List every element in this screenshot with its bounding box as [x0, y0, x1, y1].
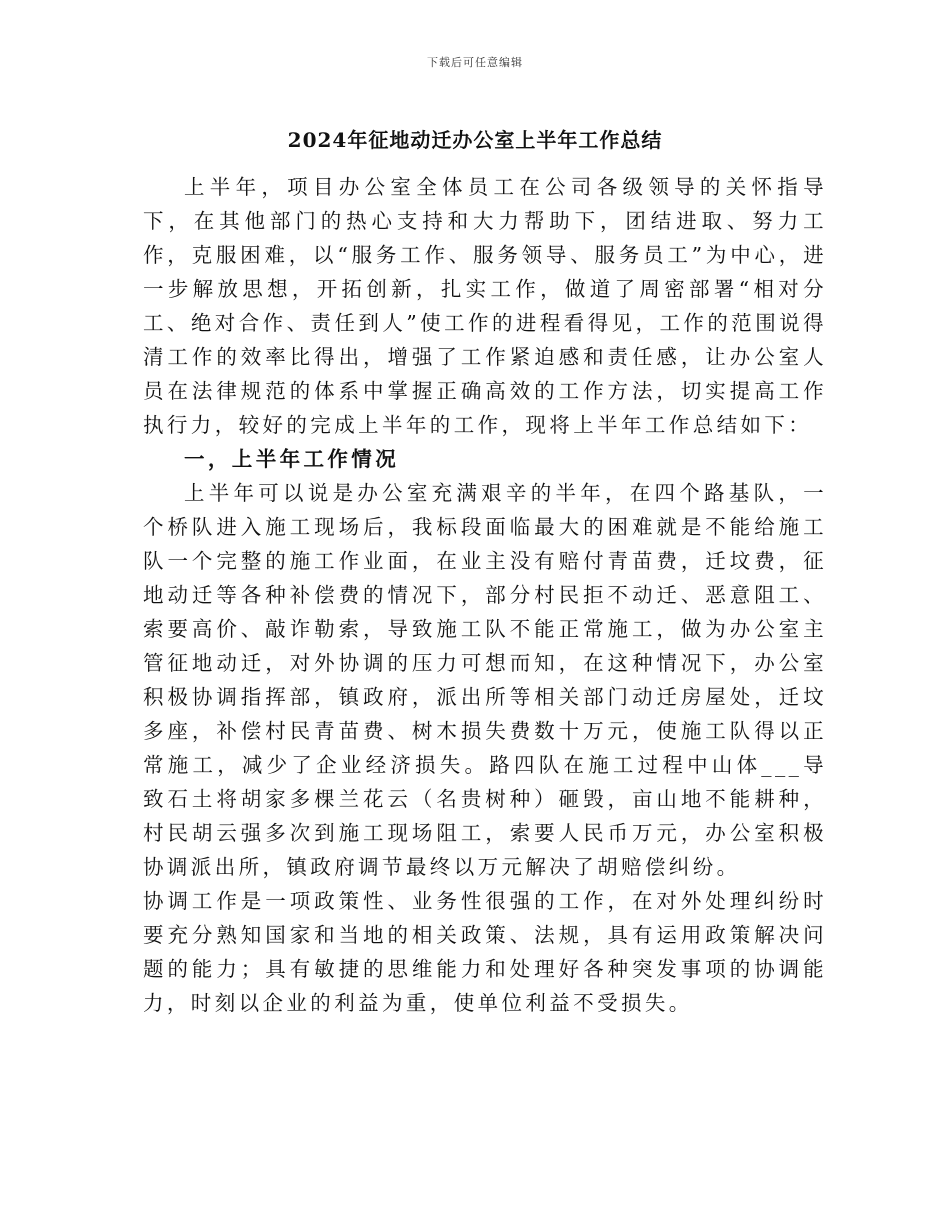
document-body [143, 170, 827, 1020]
section-paragraph: 上半年可以说是办公室充满艰辛的半年，在四个路基队，一个桥队进入施工现场后，我标段面临最大的困难就是不能给施工队一个完整的施工作业面，在业主没有赔付青苗费，迁坟费，征地动迁等各种补偿费的情况下，部分村民拒不动迁、恶意阻工、索要高价、敲诈勒索，导致施工队不能正常施工，做为办公室主管征地动迁，对外协调的压力可想而知，在这种情况下，办公室积极协调指挥部，镇政府，派出所等相关部门动迁房屋处，迁坟多座，补偿村民青苗费、树木损失费数十万元，使施工队得以正常施工，减少了企业经济损失。路四队在施工过程中山体___导致石土将胡家多棵兰花云（名贵树种）砸毁，亩山地不能耕种，村民胡云强多次到施工现场阻工，索要人民币万元，办公室积极协调派出所，镇政府调节最终以万元解决了胡赔偿纠纷。 [143, 481, 827, 879]
document-title: 2024年征地动迁办公室上半年工作总结 [287, 128, 663, 152]
section-paragraph: 协调工作是一项政策性、业务性很强的工作，在对外处理纠纷时要充分熟知国家和当地的相关政策、法规，具有运用政策解决问题的能力；具有敏捷的思维能力和处理好各种突发事项的协调能力，时刻以企业的利益为重，使单位利益不受损失。 [143, 889, 827, 1015]
section-heading: 一，上半年工作情况 [184, 447, 400, 471]
header-note: 下载后可任意编辑 [427, 56, 523, 69]
intro-paragraph: 上半年，项目办公室全体员工在公司各级领导的关怀指导下，在其他部门的热心支持和大力帮助下，团结进取、努力工作，克服困难，以“服务工作、服务领导、服务员工”为中心，进一步解放思想，开拓创新，扎实工作，做道了周密部署“相对分工、绝对合作、责任到人”使工作的进程看得见，工作的范围说得清工作的效率比得出，增强了工作紧迫感和责任感，让办公室人员在法律规范的体系中掌握正确高效的工作方法，切实提高工作执行力，较好的完成上半年的工作，现将上半年工作总结如下： [143, 175, 827, 437]
